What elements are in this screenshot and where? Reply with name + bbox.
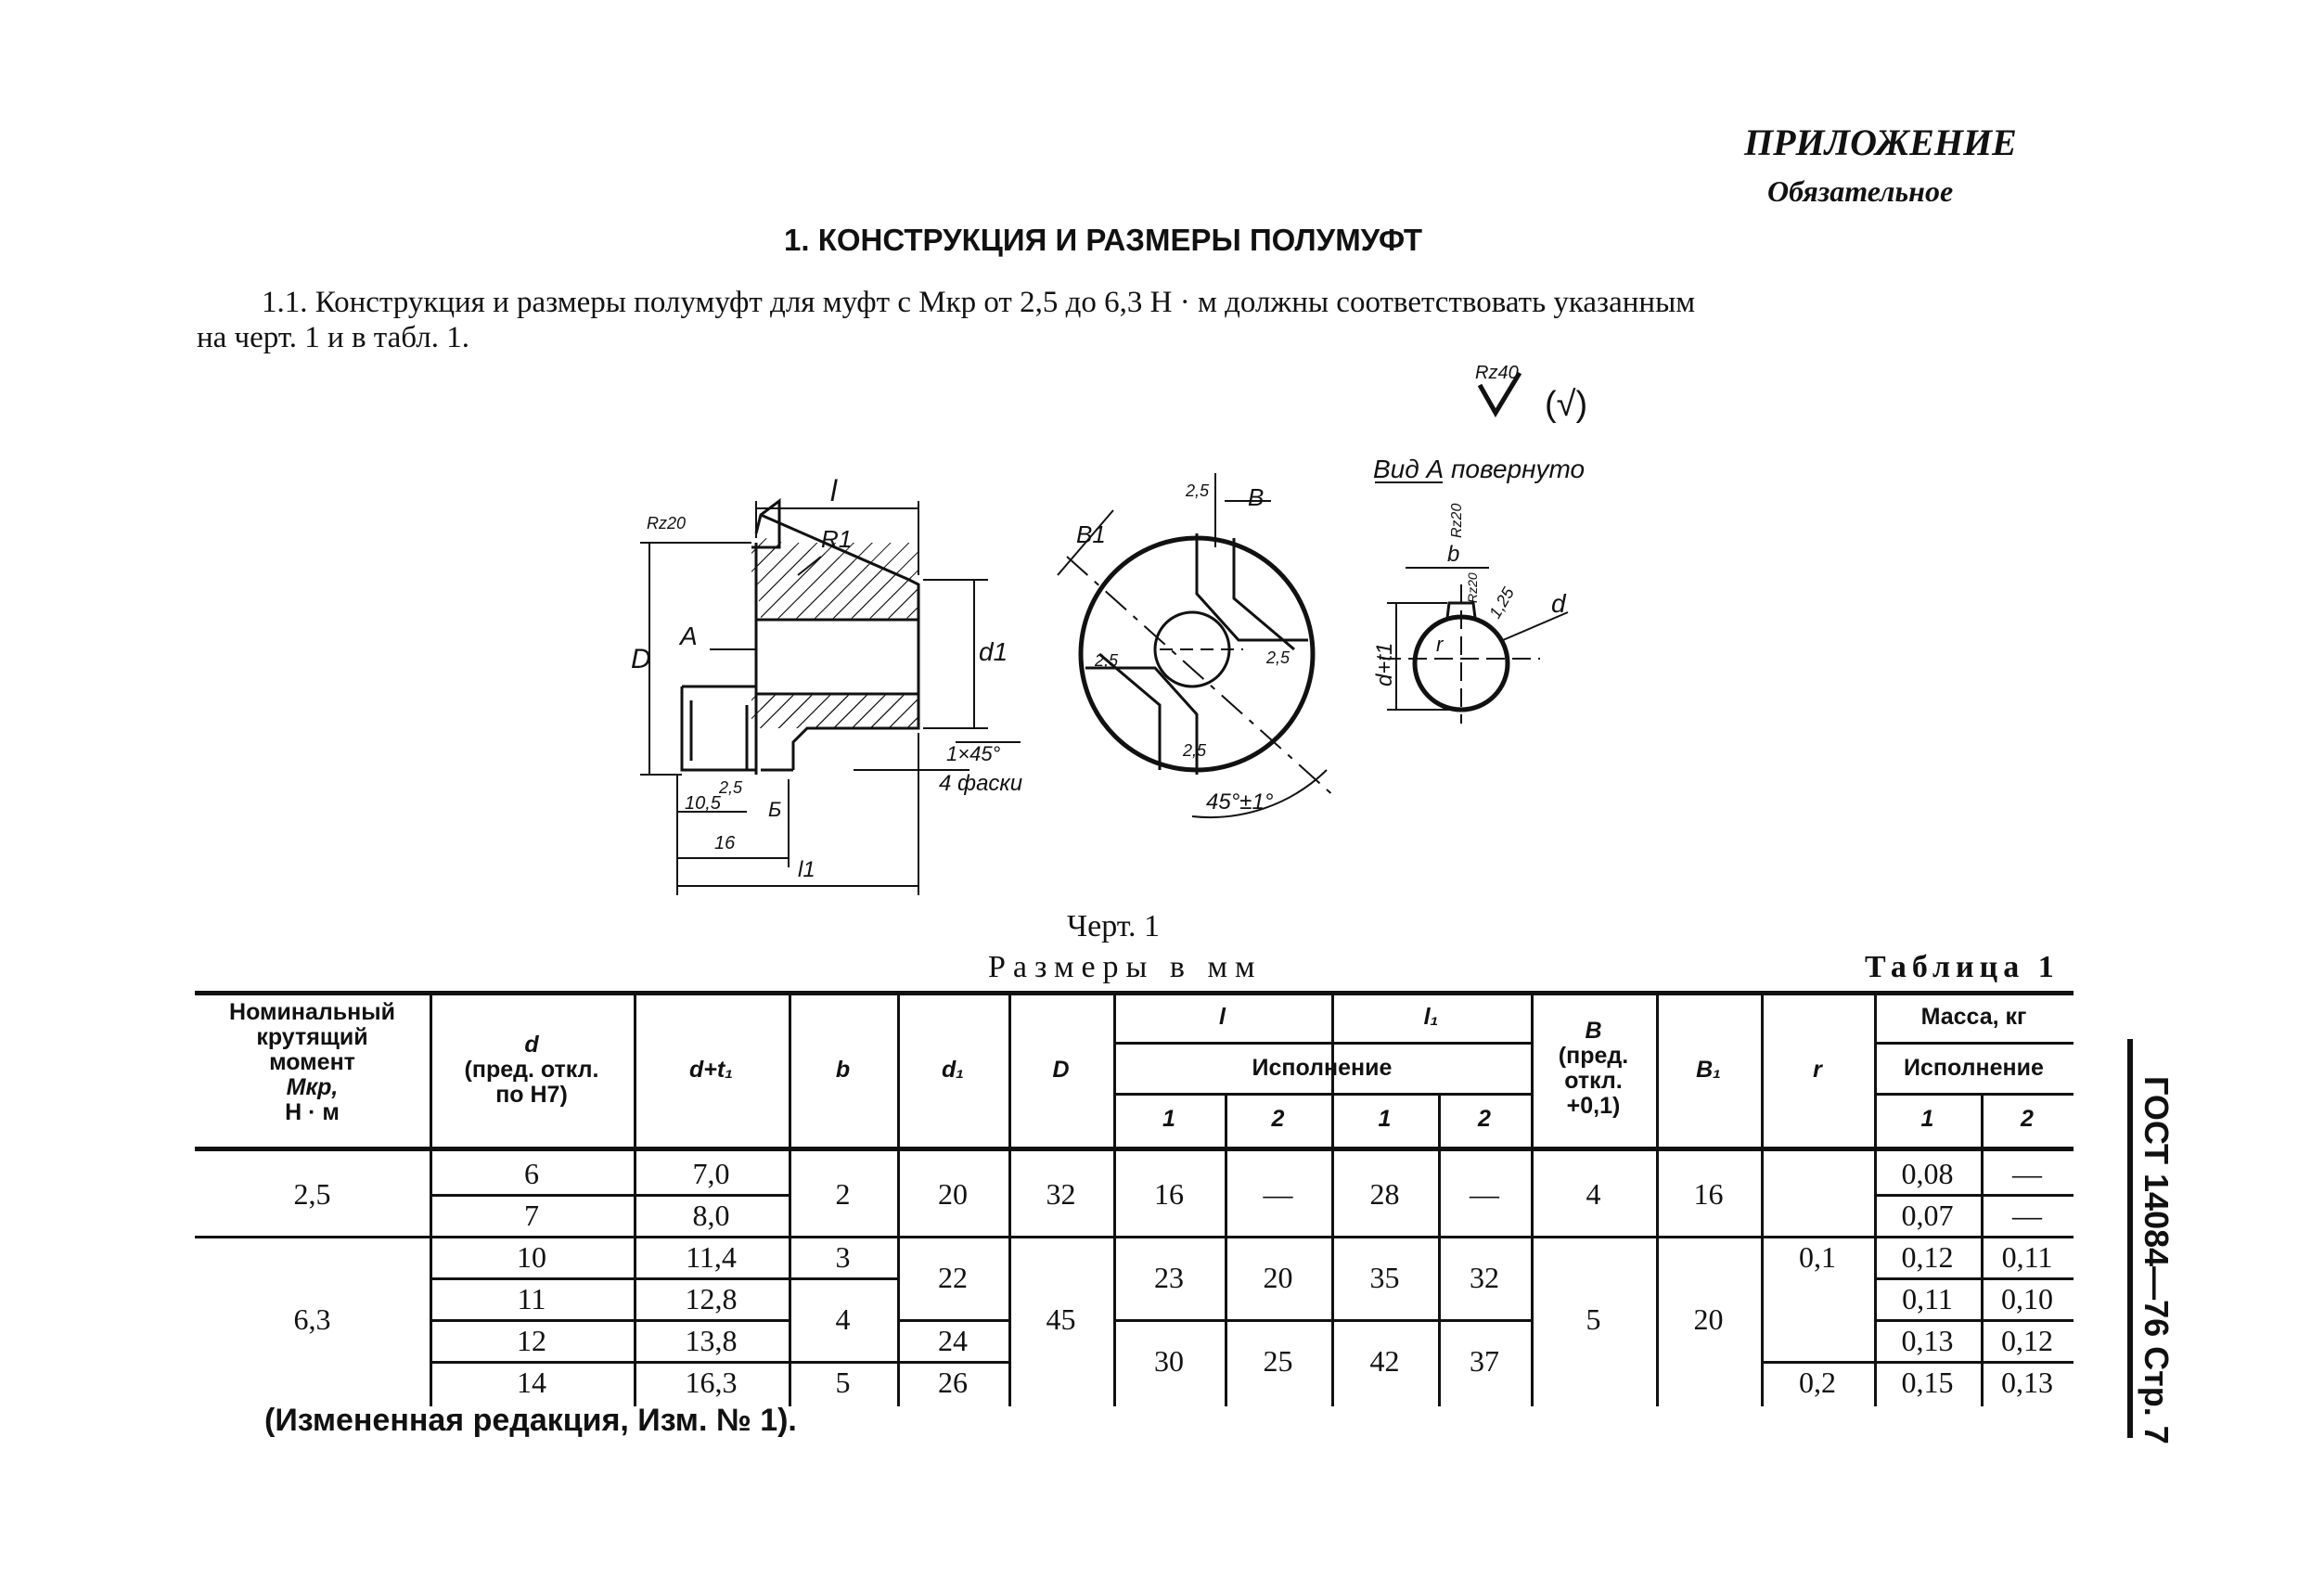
l-header-rule (1113, 1042, 1531, 1045)
header-l-exec-1: 1 (1162, 1106, 1175, 1132)
table-header-rule (195, 1147, 2074, 1151)
cell-B-2: 5 (1586, 1302, 1601, 1336)
cell-mass1-5: 0,13 (1901, 1324, 1954, 1357)
cell-mass1-4: 0,11 (1902, 1282, 1953, 1315)
cell-r-1: 0,1 (1799, 1240, 1836, 1274)
left-label-a: A (680, 622, 698, 650)
cell-D-2: 45 (1046, 1302, 1076, 1336)
section-title: 1. КОНСТРУКЦИЯ И РАЗМЕРЫ ПОЛУМУФТ (784, 223, 1423, 257)
header-mass-exec-1: 1 (1920, 1106, 1934, 1132)
cell-l-e2-3: 25 (1263, 1344, 1293, 1378)
cell-l1-e2-1: — (1470, 1177, 1499, 1211)
dimensions-table (195, 991, 2074, 1406)
header-B1: B₁ (1696, 1057, 1721, 1083)
cell-b-1: 2 (835, 1177, 851, 1211)
cell-d1-4: 26 (938, 1366, 968, 1399)
cell-b-3: 4 (835, 1302, 851, 1336)
left-label-d1: d1 (979, 637, 1008, 666)
cell-d1-3: 24 (938, 1324, 968, 1357)
header-l1: l₁ (1423, 1004, 1439, 1030)
cell-l1-e1-2: 35 (1369, 1261, 1400, 1294)
cell-r-2: 0,2 (1799, 1366, 1836, 1399)
left-label-chamfer: 1×45° (946, 742, 1001, 765)
cell-dt-2: 8,0 (692, 1199, 730, 1232)
cell-dt-4: 12,8 (685, 1282, 738, 1315)
left-label-16: 16 (714, 833, 736, 853)
mid-label-2-5-right: 2,5 (1266, 648, 1290, 667)
left-label-chamfer-count: 4 фаски (939, 771, 1023, 796)
appendix-title: ПРИЛОЖЕНИЕ (1744, 122, 2017, 163)
left-label-b-cyr: Б (768, 798, 782, 821)
cell-d1-2: 22 (938, 1261, 968, 1294)
header-d: d (пред. откл. по H7) (464, 1032, 599, 1108)
cell-dt-1: 7,0 (692, 1157, 730, 1190)
units-label: Размеры в мм (988, 950, 1263, 984)
roughness-label: Rz40 (1475, 363, 1519, 383)
cell-mass2-6: 0,13 (2001, 1366, 2053, 1399)
cell-b-4: 5 (835, 1366, 851, 1399)
header-r: r (1813, 1057, 1822, 1083)
cell-l-e2-2: 20 (1263, 1261, 1293, 1294)
cell-dt-5: 13,8 (685, 1324, 738, 1357)
paragraph-line-1: 1.1. Конструкция и размеры полумуфт для муфт с Мкр от 2,5 до 6,3 Н · м должны соответствовать указанным (262, 286, 1696, 319)
left-label-d-outer: D (631, 644, 651, 674)
header-l1-exec-1: 1 (1378, 1106, 1392, 1132)
header-d1: d₁ (941, 1057, 965, 1083)
cell-l-e1-3: 30 (1154, 1344, 1184, 1378)
right-label-rz20-mid: Rz20 (1465, 572, 1480, 603)
header-mass: Масса, кг (1920, 1004, 2027, 1030)
right-label-r: r (1436, 633, 1444, 656)
header-d-t1: d+t₁ (689, 1057, 733, 1083)
cell-d-5: 12 (517, 1324, 546, 1357)
table-top-rule (195, 991, 2074, 995)
mid-label-2-5-bottom: 2,5 (1183, 741, 1207, 760)
mid-label-2-5-top: 2,5 (1186, 481, 1210, 500)
cell-torque-2: 6,3 (293, 1302, 331, 1336)
cell-d-6: 14 (517, 1366, 546, 1399)
cell-mass1-6: 0,15 (1901, 1366, 1954, 1399)
paragraph-line-2: на черт. 1 и в табл. 1. (197, 321, 469, 354)
amendment-note: (Измененная редакция, Изм. № 1). (264, 1403, 797, 1438)
header-execution: Исполнение (1252, 1055, 1393, 1081)
header-mass-execution: Исполнение (1904, 1055, 2044, 1081)
gost-page-label: ГОСТ 14084—76 Стр. 7 (2138, 1076, 2176, 1444)
cell-mass2-1: — (2012, 1157, 2042, 1190)
cell-mass1-2: 0,07 (1901, 1199, 1954, 1232)
left-label-l1: l1 (798, 857, 815, 882)
mid-label-b1: B1 (1076, 520, 1106, 548)
cell-mass2-2: — (2012, 1199, 2042, 1232)
cell-mass1-3: 0,12 (1901, 1240, 1954, 1274)
table-number: Таблица 1 (1865, 950, 2060, 984)
cell-l-e1-2: 23 (1154, 1261, 1184, 1294)
header-B: B (пред. откл. +0,1) (1558, 1018, 1629, 1119)
cell-d-1: 6 (524, 1157, 539, 1190)
left-label-l: l (830, 474, 838, 507)
mass-exec-rule (1874, 1093, 2074, 1096)
cell-dt-3: 11,4 (686, 1240, 737, 1274)
cell-torque-1: 2,5 (293, 1177, 331, 1211)
cell-d1-1: 20 (938, 1177, 968, 1211)
header-torque: Номинальный крутящий момент Мкр, Н · м (229, 999, 395, 1125)
side-rule (2127, 1039, 2133, 1438)
mid-label-2-5-left: 2,5 (1095, 651, 1119, 670)
header-D: D (1052, 1057, 1070, 1083)
view-a-label: Вид А повернуто (1373, 455, 1586, 483)
cell-l1-e1-1: 28 (1369, 1177, 1400, 1211)
cell-l-e2-1: — (1263, 1177, 1293, 1211)
right-label-1-25: 1,25 (1485, 584, 1518, 622)
mid-label-angle: 45°±1° (1206, 789, 1274, 815)
roughness-paren: (√) (1545, 385, 1588, 424)
cell-B1-2: 20 (1693, 1302, 1724, 1336)
right-label-d: d (1551, 589, 1566, 618)
cell-l1-e2-3: 37 (1470, 1344, 1499, 1378)
cell-mass2-3: 0,11 (2001, 1240, 2053, 1274)
exec-header-rule (1113, 1093, 1531, 1096)
cell-b-2: 3 (835, 1240, 851, 1274)
cell-d-2: 7 (524, 1199, 539, 1232)
left-label-10-5: 10,5 (685, 793, 721, 814)
left-label-r1: R1 (821, 525, 853, 553)
appendix-status: Обязательное (1767, 174, 1954, 208)
cell-mass2-5: 0,12 (2001, 1324, 2053, 1357)
cell-d-4: 11 (517, 1282, 546, 1315)
drawing-caption: Черт. 1 (1067, 909, 1161, 943)
cell-B1-1: 16 (1693, 1177, 1724, 1211)
cell-dt-6: 16,3 (685, 1366, 738, 1399)
cell-D-1: 32 (1046, 1177, 1076, 1211)
right-label-rz20-top: Rz20 (1449, 503, 1465, 538)
header-l-exec-2: 2 (1271, 1106, 1285, 1132)
cell-l1-e2-2: 32 (1470, 1261, 1499, 1294)
header-l1-exec-2: 2 (1478, 1106, 1491, 1132)
header-b: b (835, 1057, 851, 1083)
cell-l-e1-1: 16 (1154, 1177, 1184, 1211)
cell-B-1: 4 (1586, 1177, 1601, 1211)
cell-d-3: 10 (517, 1240, 546, 1274)
left-label-2-5: 2,5 (719, 778, 743, 797)
cell-l1-e1-3: 42 (1369, 1344, 1400, 1378)
cell-mass2-4: 0,10 (2001, 1282, 2053, 1315)
mass-header-rule (1874, 1042, 2074, 1045)
left-label-rz20: Rz20 (647, 514, 687, 532)
mid-label-b: B (1248, 483, 1265, 511)
cell-mass1-1: 0,08 (1901, 1157, 1954, 1190)
right-label-b: b (1447, 542, 1460, 567)
header-mass-exec-2: 2 (2021, 1106, 2034, 1132)
header-l: l (1219, 1004, 1226, 1030)
right-label-d-t1: d+t1 (1372, 642, 1397, 686)
